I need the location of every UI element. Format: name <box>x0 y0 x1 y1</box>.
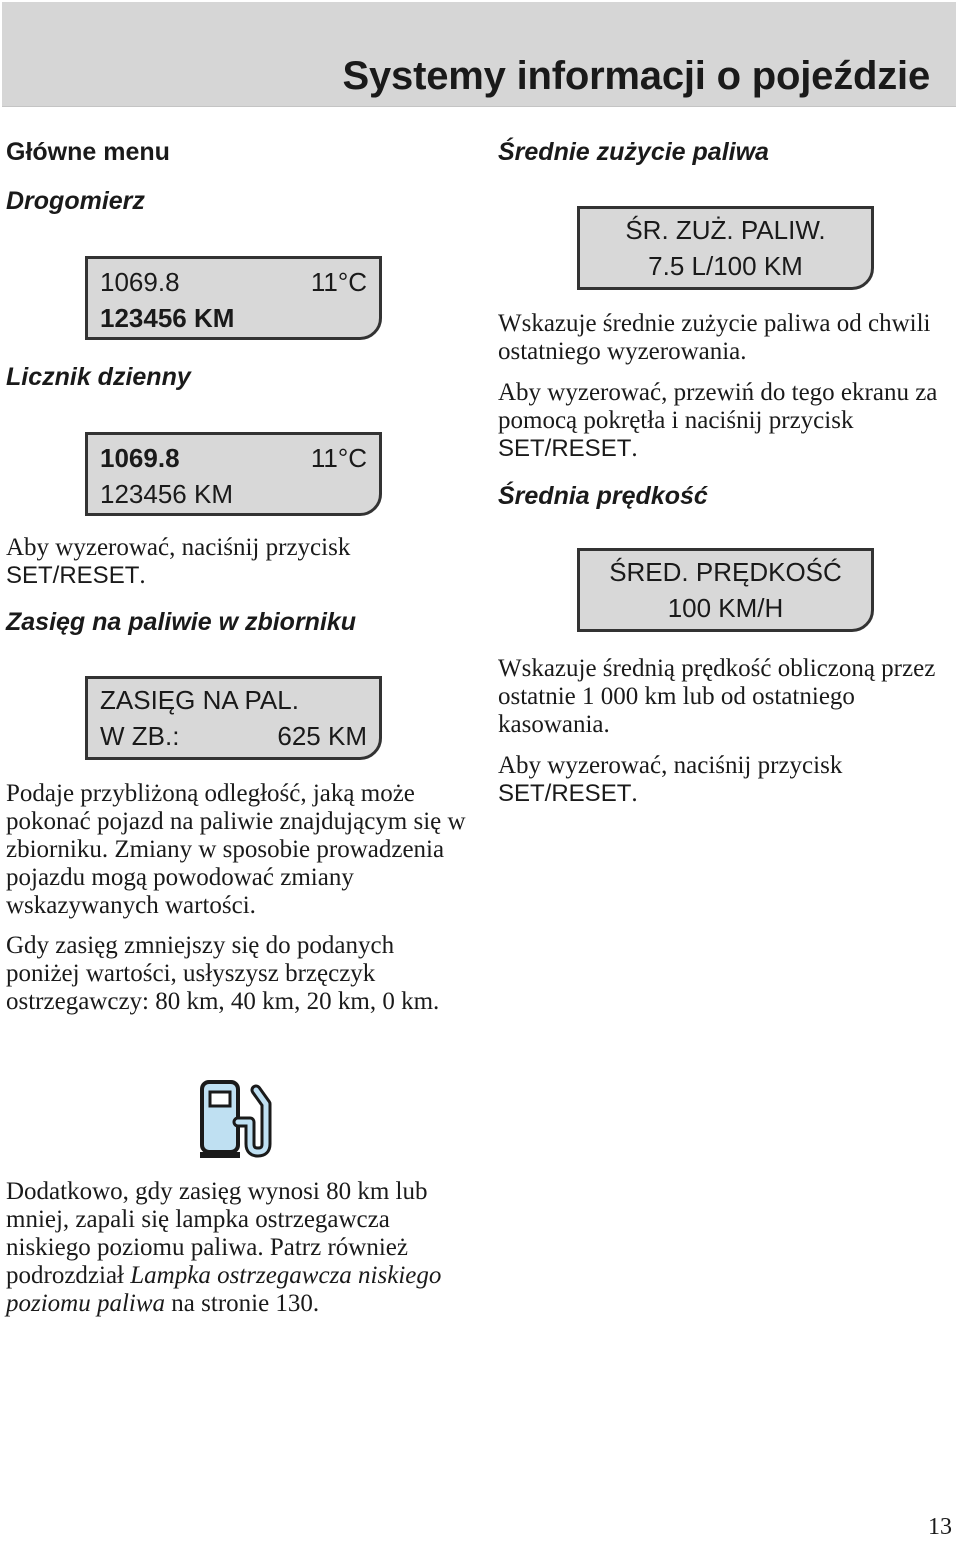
odometer-temperature: 11°C <box>310 267 367 297</box>
range-value: 625 KM <box>277 721 367 751</box>
odometer-trip-value: 1069.8 <box>100 267 180 297</box>
page-title: Systemy informacji o pojeździe <box>342 54 930 98</box>
page-header <box>2 2 956 107</box>
low-fuel-reference: Lampka ostrzegawcza niskiego poziomu paliwa <box>6 1262 442 1317</box>
page-number: 13 <box>928 1514 952 1540</box>
range-label: W ZB.: <box>100 721 180 751</box>
range-description: Podaje przybliżoną odległość, jaką może pokonać pojazd na paliwie znajdującym się w zbiorniku. Zmiany w sposobie prowadzenia pojazdu mogą powodować zmiany wskazywanych wartości. <box>6 780 466 919</box>
set-reset-label: SET/RESET <box>498 435 632 462</box>
odometer-total-value: 123456 KM <box>100 303 235 333</box>
main-menu-heading: Główne menu <box>6 138 170 166</box>
avg-consumption-heading: Średnie zużycie paliwa <box>498 138 769 166</box>
range-heading: Zasięg na paliwie w zbiorniku <box>6 608 357 636</box>
trip-counter-heading: Licznik dzienny <box>6 363 191 391</box>
avg-speed-value: 100 KM/H <box>667 593 784 623</box>
avg-speed-heading: Średnia prędkość <box>498 482 708 510</box>
set-reset-label: SET/RESET <box>6 562 140 589</box>
trip-counter-total-value: 123456 KM <box>100 479 233 509</box>
range-display <box>85 676 382 760</box>
range-buzzer-description: Gdy zasięg zmniejszy się do podanych poniżej wartości, usłyszysz brzęczyk ostrzegawczy: 80 km, 40 km, 20 km, 0 km. <box>6 932 440 1015</box>
avg-speed-description: Wskazuje średnią prędkość obliczoną przez ostatnie 1 000 km lub od ostatniego kasowania. <box>498 655 936 738</box>
set-reset-label: SET/RESET <box>498 780 632 807</box>
avg-consumption-display <box>577 206 874 290</box>
avg-consumption-line1: ŚR. ZUŻ. PALIW. <box>625 215 826 245</box>
avg-speed-display <box>577 548 874 632</box>
odometer-display <box>85 256 382 340</box>
odometer-heading: Drogomierz <box>6 187 145 215</box>
avg-consumption-reset-instruction: Aby wyzerować, przewiń do tego ekranu za pomocą pokrętła i naciśnij przycisk SET/RESET. <box>498 379 938 462</box>
avg-consumption-description: Wskazuje średnie zużycie paliwa od chwili ostatniego wyzerowania. <box>498 310 931 365</box>
trip-reset-instruction: Aby wyzerować, naciśnij przycisk SET/RESET. <box>6 534 351 589</box>
trip-counter-trip-value: 1069.8 <box>100 443 180 473</box>
low-fuel-description: Dodatkowo, gdy zasięg wynosi 80 km lub mniej, zapali się lampka ostrzegawcza niskiego poziomu paliwa. Patrz również podrozdział Lampka ostrzegawcza niskiego poziomu paliwa na stronie 130. <box>6 1178 442 1317</box>
fuel-pump-icon <box>198 1078 276 1160</box>
avg-speed-line1: ŚRED. PRĘDKOŚĆ <box>609 557 842 587</box>
trip-counter-display <box>85 432 382 516</box>
avg-consumption-value: 7.5 L/100 KM <box>648 251 803 281</box>
avg-speed-reset-instruction: Aby wyzerować, naciśnij przycisk SET/RESET. <box>498 752 843 807</box>
range-line1: ZASIĘG NA PAL. <box>100 685 299 715</box>
trip-counter-temperature: 11°C <box>310 443 367 473</box>
